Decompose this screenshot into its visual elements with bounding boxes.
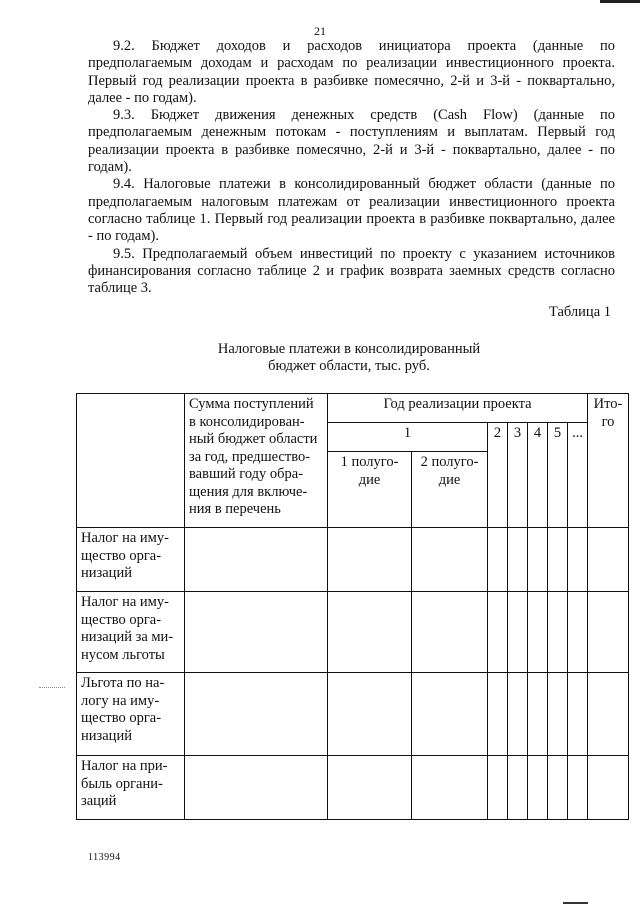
header-year-2: 2 bbox=[488, 423, 508, 528]
table-cell bbox=[185, 528, 328, 592]
table-cell bbox=[568, 673, 588, 756]
table-cell bbox=[568, 592, 588, 673]
table-cell bbox=[328, 673, 412, 756]
header-year-1: 1 bbox=[328, 423, 488, 452]
header-project-year: Год реализации проекта bbox=[328, 394, 588, 423]
table-cell bbox=[588, 756, 629, 820]
table-row bbox=[77, 756, 629, 820]
table-cell bbox=[412, 528, 488, 592]
table-cell bbox=[185, 673, 328, 756]
table-cell bbox=[548, 756, 568, 820]
table-cell bbox=[412, 592, 488, 673]
table-cell bbox=[528, 673, 548, 756]
table-title-line-2: бюджет области, тыс. руб. bbox=[268, 358, 430, 374]
table-cell bbox=[568, 528, 588, 592]
table-cell bbox=[528, 528, 548, 592]
page-number: 21 bbox=[314, 24, 326, 38]
scan-mark-bottom bbox=[563, 902, 588, 904]
footer-code: 113994 bbox=[88, 852, 121, 863]
table-title bbox=[170, 341, 528, 375]
tax-payments-table bbox=[76, 393, 629, 820]
paragraph-9-5: 9.5. Предполагаемый объем инвестиций по проекту с указанием источников финансирования согласно таблице 2 и график возврата заемных средств согласно таблице 3. bbox=[88, 245, 615, 297]
table-cell bbox=[508, 673, 528, 756]
body-text bbox=[88, 38, 615, 297]
header-total: Ито-го bbox=[588, 394, 629, 528]
table-cell bbox=[488, 673, 508, 756]
table-cell bbox=[488, 528, 508, 592]
table-cell bbox=[412, 756, 488, 820]
table-cell bbox=[185, 592, 328, 673]
table-cell bbox=[588, 592, 629, 673]
row-label-property-tax-benefit: Льгота по на-логу на иму-щество орга-низаций bbox=[77, 673, 185, 756]
table-cell bbox=[328, 756, 412, 820]
table-cell bbox=[568, 756, 588, 820]
header-year-4: 4 bbox=[528, 423, 548, 528]
table-cell bbox=[548, 528, 568, 592]
header-year-3: 3 bbox=[508, 423, 528, 528]
paragraph-9-3: 9.3. Бюджет движения денежных средств (Cash Flow) (данные по предполагаемым денежным потокам - поступлениям и выплатам. Первый год реализации проекта в разбивке помесячно, 2-й и 3-й - поквартально, далее - по годам). bbox=[88, 107, 615, 176]
table-cell bbox=[328, 528, 412, 592]
table-cell bbox=[588, 528, 629, 592]
table-cell bbox=[488, 592, 508, 673]
table-title-line-1: Налоговые платежи в консолидированный bbox=[217, 341, 481, 357]
table-cell bbox=[588, 673, 629, 756]
table-cell bbox=[528, 592, 548, 673]
paragraph-9-4: 9.4. Налоговые платежи в консолидированный бюджет области (данные по предполагаемым налоговым платежам от реализации инвестиционного проекта согласно таблице 1. Первый год реализации проекта в разбивке поквартально, далее - по годам). bbox=[88, 176, 615, 245]
row-label-property-tax-net: Налог на иму-щество орга-низаций за ми-нусом льготы bbox=[77, 592, 185, 673]
header-year-5: 5 bbox=[548, 423, 568, 528]
table-cell bbox=[185, 756, 328, 820]
table-cell bbox=[528, 756, 548, 820]
paragraph-9-2: 9.2. Бюджет доходов и расходов инициатора проекта (данные по предполагаемым доходам и расходам по реализации инвестиционного проекта. Первый год реализации проекта в разбивке помесячно, 2-й и 3-й - поквартально, далее - по годам). bbox=[88, 38, 615, 106]
table-row bbox=[77, 673, 629, 756]
table-header-row-1 bbox=[77, 394, 629, 423]
header-revenue-cell: Сумма поступлений в консолидирован-ный бюджет области за год, предшество-вавший году обра-щения для включе-ния в перечень bbox=[185, 394, 328, 528]
header-half-1: 1 полуго-дие bbox=[328, 452, 412, 528]
table-cell bbox=[488, 756, 508, 820]
table-row bbox=[77, 592, 629, 673]
table-cell bbox=[508, 528, 528, 592]
scan-mark-top bbox=[600, 0, 640, 3]
scan-mark-side bbox=[39, 687, 65, 688]
table-cell bbox=[548, 673, 568, 756]
table-cell bbox=[508, 756, 528, 820]
row-label-property-tax: Налог на иму-щество орга-низаций bbox=[77, 528, 185, 592]
table-cell bbox=[508, 592, 528, 673]
header-blank-cell bbox=[77, 394, 185, 528]
header-half-2: 2 полуго-дие bbox=[412, 452, 488, 528]
table-cell bbox=[412, 673, 488, 756]
table-row bbox=[77, 528, 629, 592]
row-label-profit-tax: Налог на при-быль органи-заций bbox=[77, 756, 185, 820]
table-cell bbox=[328, 592, 412, 673]
table-cell bbox=[548, 592, 568, 673]
table-label: Таблица 1 bbox=[548, 304, 611, 320]
header-year-more: ... bbox=[568, 423, 588, 528]
